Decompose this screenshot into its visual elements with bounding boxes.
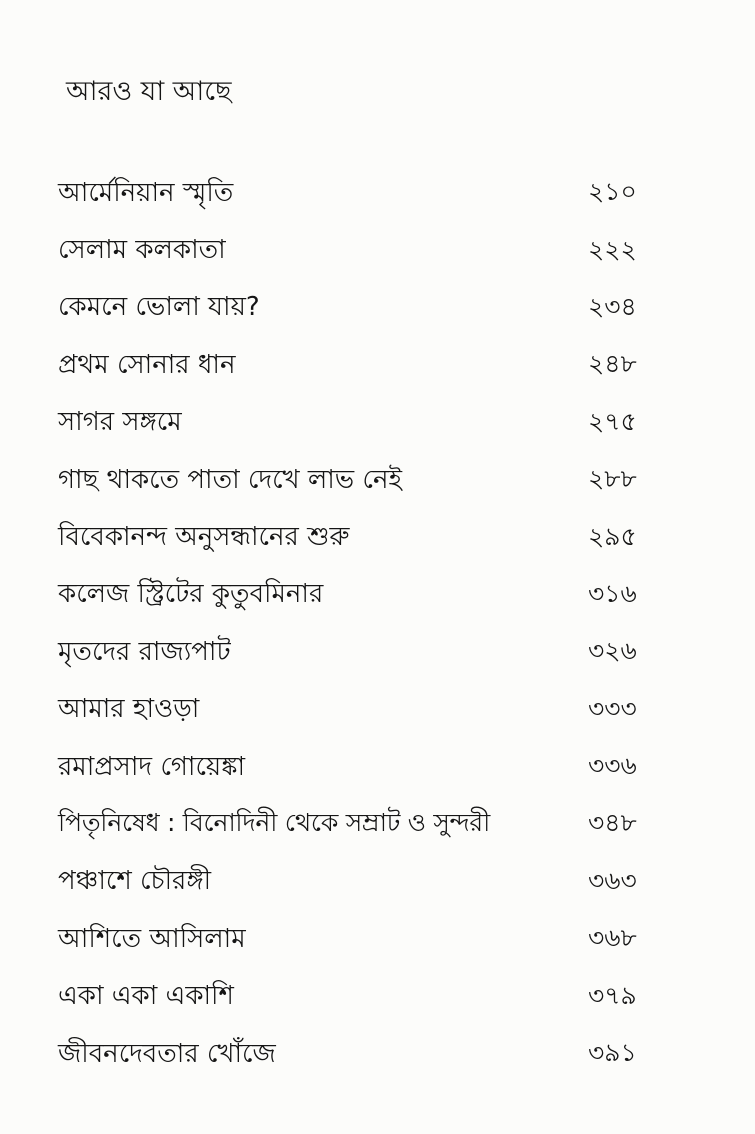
toc-entry: [58, 682, 658, 739]
toc-entry-title: আর্মেনিয়ান স্মৃতি: [58, 177, 234, 208]
toc-entry-page: ৩৯১: [588, 1038, 637, 1068]
toc-entry-page: ২১০: [588, 177, 637, 207]
toc-entry-page: ৩৩৩: [588, 693, 637, 723]
toc-entry-title: জীবনদেবতার খোঁজে: [58, 1038, 276, 1069]
toc-entry-page: ২৪৮: [588, 349, 637, 379]
toc-entry-title: একা একা একাশি: [58, 981, 234, 1012]
toc-entry-page: ৩১৬: [588, 578, 637, 608]
toc-entry: [58, 854, 658, 911]
toc-entry: [58, 509, 658, 566]
toc-entry: [58, 165, 658, 222]
toc-entry-title: কেমনে ভোলা যায়?: [58, 292, 260, 323]
toc-entry: [58, 911, 658, 968]
toc-entry-title: কলেজ স্ট্রিটের কুতুবমিনার: [58, 579, 324, 610]
toc-entry-page: ৩৩৬: [588, 751, 637, 781]
toc-entry: [58, 452, 658, 509]
toc-entry-page: ৩৬৮: [588, 923, 637, 953]
toc-entry-page: ৩৬৩: [588, 865, 637, 895]
toc-entry: [58, 337, 658, 394]
toc-entry-title: মৃতদের রাজ্যপাট: [58, 636, 231, 667]
toc-entry-title: গাছ থাকতে পাতা দেখে লাভ নেই: [58, 464, 403, 495]
toc-entry-title: বিবেকানন্দ অনুসন্ধানের শুরু: [58, 522, 350, 553]
toc-entry-page: ৩৪৮: [588, 808, 637, 838]
toc-entry-title: পিতৃনিষেধ : বিনোদিনী থেকে সম্রাট ও সুন্দরী: [58, 808, 490, 838]
table-of-contents: [58, 165, 658, 1083]
toc-entry: [58, 395, 658, 452]
toc-entry: [58, 280, 658, 337]
toc-entry: [58, 624, 658, 681]
toc-entry-page: ২২২: [588, 234, 637, 264]
toc-entry-page: ২৩৪: [588, 291, 637, 321]
toc-entry-page: ২৯৫: [588, 521, 637, 551]
toc-entry: [58, 222, 658, 279]
toc-entry: [58, 968, 658, 1025]
toc-entry-page: ২৭৫: [588, 406, 637, 436]
toc-entry-title: রমাপ্রসাদ গোয়েঙ্কা: [58, 751, 246, 782]
toc-entry-title: প্রথম সোনার ধান: [58, 349, 236, 380]
toc-entry-page: ২৮৮: [588, 464, 637, 494]
toc-entry: [58, 567, 658, 624]
toc-entry-title: সাগর সঙ্গমে: [58, 407, 182, 438]
contents-heading: আরও যা আছে: [66, 76, 232, 107]
toc-entry-title: আশিতে আসিলাম: [58, 923, 246, 954]
toc-entry-title: সেলাম কলকাতা: [58, 235, 226, 266]
toc-entry-page: ৩২৬: [588, 636, 637, 666]
toc-entry: [58, 796, 658, 853]
toc-entry-title: পঞ্চাশে চৌরঙ্গী: [58, 866, 212, 897]
toc-entry-page: ৩৭৯: [588, 980, 637, 1010]
toc-entry: [58, 1026, 658, 1083]
toc-entry-title: আমার হাওড়া: [58, 694, 200, 725]
toc-entry: [58, 739, 658, 796]
